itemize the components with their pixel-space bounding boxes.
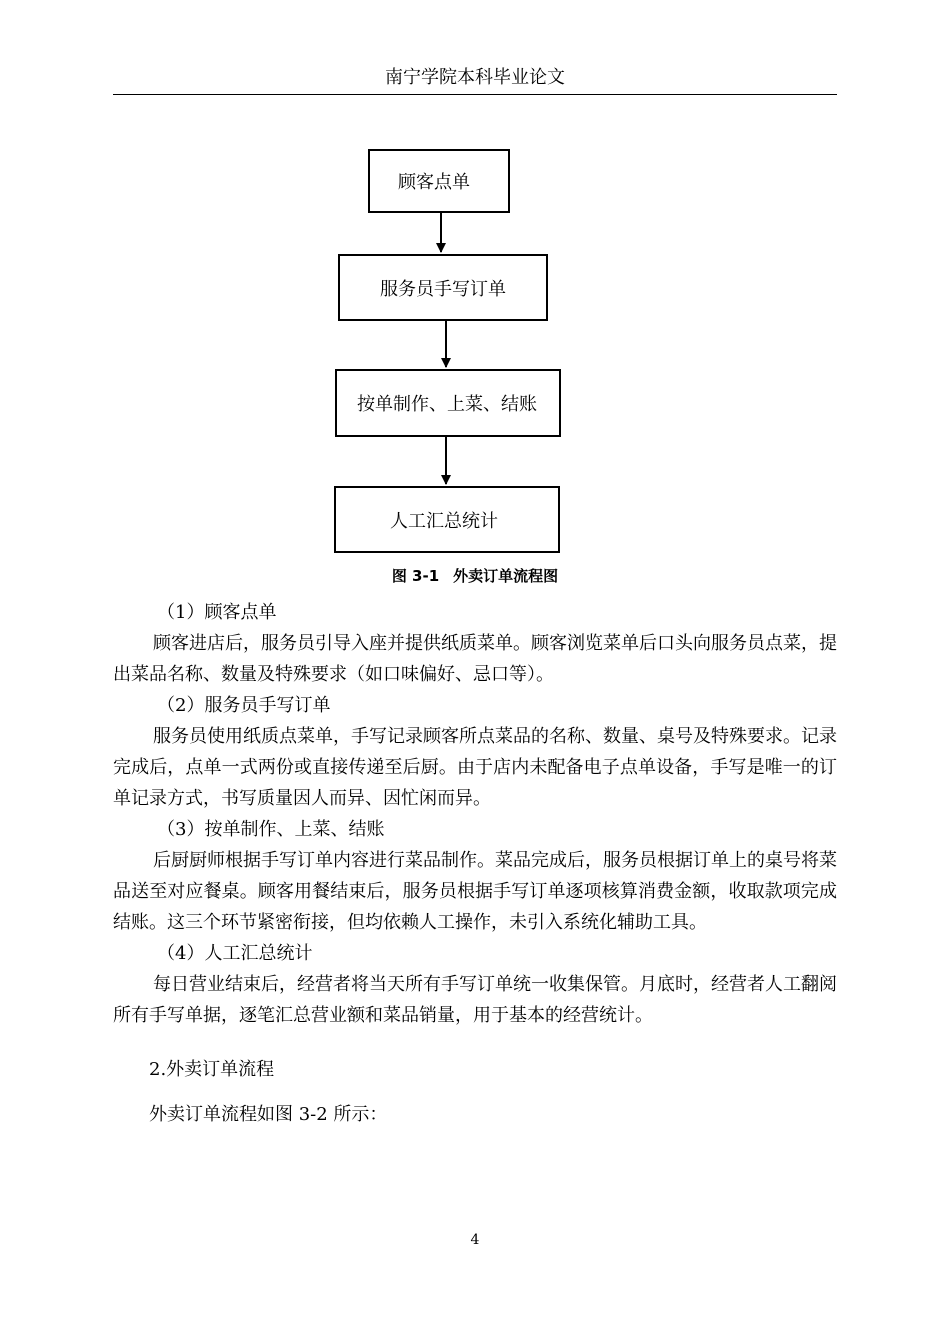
- section-heading: 2.外卖订单流程: [149, 1059, 275, 1080]
- subheading-2: （2）服务员手写订单: [157, 695, 331, 716]
- subheading-1: （1）顾客点单: [157, 602, 277, 623]
- body-text: [113, 597, 837, 1031]
- flowchart-step-2-label: 服务员手写订单: [380, 278, 506, 300]
- figure-title: 外卖订单流程图: [453, 567, 559, 585]
- flowchart-step-4-label: 人工汇总统计: [390, 510, 498, 532]
- header-rule: [113, 94, 837, 95]
- flowchart-step-4: [334, 486, 560, 553]
- figure-caption: [113, 566, 837, 586]
- flowchart-step-3-label: 按单制作、上菜、结账: [357, 394, 537, 415]
- flowchart-step-1: [368, 149, 510, 213]
- section-intro: 外卖订单流程如图 3-2 所示：: [149, 1104, 388, 1125]
- subheading-4: （4）人工汇总统计: [157, 943, 313, 964]
- paragraph-2: 服务员使用纸质点菜单，手写记录顾客所点菜品的名称、数量、桌号及特殊要求。记录完成后，点单一式两份或直接传递至后厨。由于店内未配备电子点单设备，手写是唯一的订单记录方式，书写质量因人而异、因忙闲而异。: [113, 726, 837, 809]
- paragraph-1: 顾客进店后，服务员引导入座并提供纸质菜单。顾客浏览菜单后口头向服务员点菜，提出菜品名称、数量及特殊要求（如口味偏好、忌口等）。: [113, 633, 837, 685]
- page-number: 4: [470, 1232, 480, 1248]
- figure-number: 图 3-1: [391, 567, 440, 585]
- section-2: [113, 1054, 837, 1085]
- paragraph-3: 后厨厨师根据手写订单内容进行菜品制作。菜品完成后，服务员根据订单上的桌号将菜品送至对应餐桌。顾客用餐结束后，服务员根据手写订单逐项核算消费金额，收取款项完成结账。这三个环节紧密衔接，但均依赖人工操作，未引入系统化辅助工具。: [113, 850, 837, 933]
- section-2-intro-block: [113, 1099, 837, 1130]
- running-header: 南宁学院本科毕业论文: [385, 67, 565, 88]
- flowchart-step-3: [335, 369, 561, 437]
- flowchart-step-1-label: 顾客点单: [398, 172, 470, 193]
- flowchart-step-2: [338, 254, 548, 321]
- paragraph-4: 每日营业结束后，经营者将当天所有手写订单统一收集保管。月底时，经营者人工翻阅所有手写单据，逐笔汇总营业额和菜品销量，用于基本的经营统计。: [113, 974, 837, 1026]
- subheading-3: （3）按单制作、上菜、结账: [157, 819, 385, 840]
